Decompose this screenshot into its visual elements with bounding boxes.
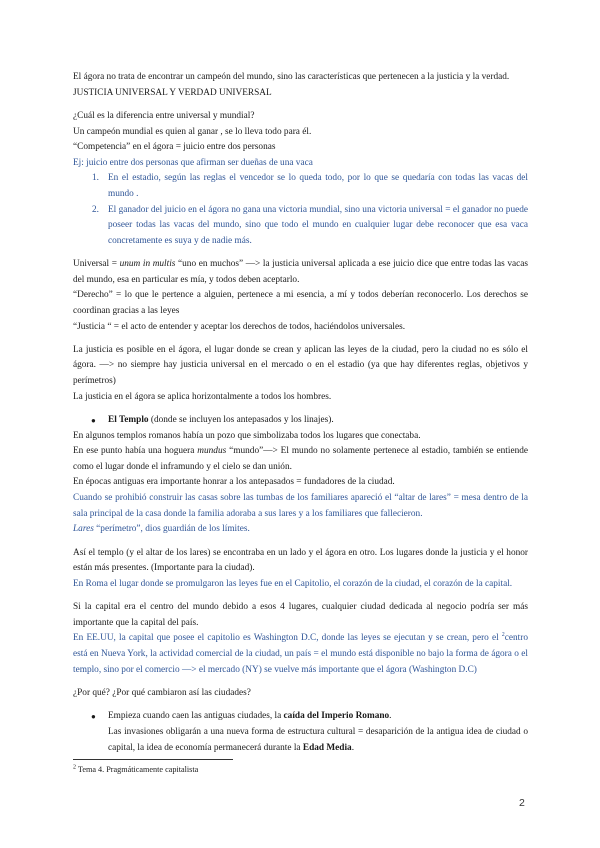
paragraph: “Derecho” = lo que le pertence a alguien, pertenece a mi esencia, a mí y todos deberían reconocerlo. Los derechos se coordinan gracias a las leyes (73, 290, 528, 316)
list-item: 1. En el estadio, según las reglas el vencedor se lo queda todo, por lo que se quedaría con todas las vacas del mundo . (92, 173, 528, 199)
bullet-item: ● El Templo (donde se incluyen los antepasados y los linajes). (73, 413, 528, 429)
blue-paragraph: Lares “perímetro”, dios guardián de los límites. (73, 524, 250, 535)
paragraph: La justicia es posible en el ágora, el lugar donde se crean y aplican las leyes de la ciudad, pero la ciudad no es sólo el ágora. —> no siempre hay justicia universal en el mercado o en el estadio (ya que hay diferentes reglas, objetivos y perímetros) (73, 344, 528, 387)
blue-paragraph: Cuando se prohibió construir las casas sobre las tumbas de los familiares apareció el “altar de lares” = mesa dentro de la sala principal de la casa donde la familia adoraba a sus lares y a los familiares que fallecieron. (73, 493, 528, 519)
paragraph: La justicia en el ágora se aplica horizontalmente a todos los hombres. (73, 391, 332, 402)
blue-paragraph: En Roma el lugar donde se promulgaron las leyes fue en el Capitolio, el corazón de la ciudad, el corazón de la capital. (73, 578, 513, 589)
example-line: Ej: juicio entre dos personas que afirman ser dueñas de una vaca (73, 157, 313, 168)
indented-paragraph: Las invasiones obligarán a una nueva forma de estructura cultural = desaparición de la antigua idea de ciudad o capital, la idea de economía permanecerá durante la Edad Media. (108, 726, 528, 753)
paragraph: En ese punto había una hoguera mundus “mundo”—> El mundo no solamente pertenece al estadio, también se entiende como el lugar donde el inframundo y el cielo se dan unión. (73, 446, 529, 472)
paragraph: En algunos templos romanos había un pozo que simbolizaba todos los lugares que conectaba. (73, 430, 421, 441)
footnote-ref[interactable]: 2 (501, 632, 505, 639)
paragraph: Si la capital era el centro del mundo debido a esos 4 lugares, cualquier ciudad dedicada al negocio podría ser más importante que la capital del país. (73, 602, 528, 628)
footnote-separator (73, 759, 233, 760)
question-line: ¿Por qué? ¿Por qué cambiaron así las ciudades? (73, 687, 251, 698)
document-body (73, 70, 528, 756)
blue-paragraph: En EE.UU, la capital que posee el capitolio es Washington D.C, donde las leyes se ejecutan y se crean, pero el $^2$centro está en Nueva York, la actividad comercial de la ciudad, un país = el mundo está disponible no bajo la forma de ágora o el templo, sino por el comercio —> el mercado (NY) se vuelve más importante que el ágora (Washington D.C) (73, 632, 528, 675)
bullet-item: ● Empieza cuando caen las antiguas ciudades, la caída del Imperio Romano. (73, 709, 528, 725)
intro-paragraph: El ágora no trata de encontrar un campeón del mundo, sino las características que pertenecen a la justicia y la verdad. (73, 72, 510, 82)
section-heading: JUSTICIA UNIVERSAL Y VERDAD UNIVERSAL (73, 87, 272, 98)
bullet-icon: ● (91, 712, 96, 722)
paragraph: Así el templo (y el altar de los lares) se encontraba en un lado y el ágora en otro. Los lugares donde la justicia y el honor están más presentes. (Importante para la ciudad). (73, 547, 528, 574)
paragraph: En épocas antiguas era importante honrar a los antepasados = fundadores de la ciudad. (73, 477, 395, 488)
list-item: 2. El ganador del juicio en el ágora no gana una victoria mundial, sino una victoria universal = el ganador no puede poseer todas las vacas del mundo, sino que todo el mundo en cualquier lugar debe reconocer que esa vaca concretamente es suya y de nadie más. (92, 204, 528, 246)
text-line: “Competencia” en el ágora = juicio entre dos personas (73, 142, 276, 153)
paragraph: “Justicia “ = el acto de entender y aceptar los derechos de todos, haciéndolos universales. (73, 321, 406, 332)
text-line: Un campeón mundial es quien al ganar , se lo lleva todo para él. (73, 126, 312, 137)
footnote: $^2$ Tema 4. Pragmáticamente capitalista (73, 764, 199, 774)
numbered-list (73, 171, 528, 249)
question-line: ¿Cuál es la diferencia entre universal y mundial? (73, 110, 255, 121)
bullet-icon: ● (91, 416, 96, 426)
footnote-mark: 2 (73, 764, 76, 771)
page-number: 2 (519, 797, 525, 809)
paragraph: Universal = unum in multis “uno en muchos” —> la justicia universal aplicada a ese juicio dice que entre todas las vacas del mundo, esa en particular es mía, y todos deben aceptarlo. (73, 259, 528, 285)
